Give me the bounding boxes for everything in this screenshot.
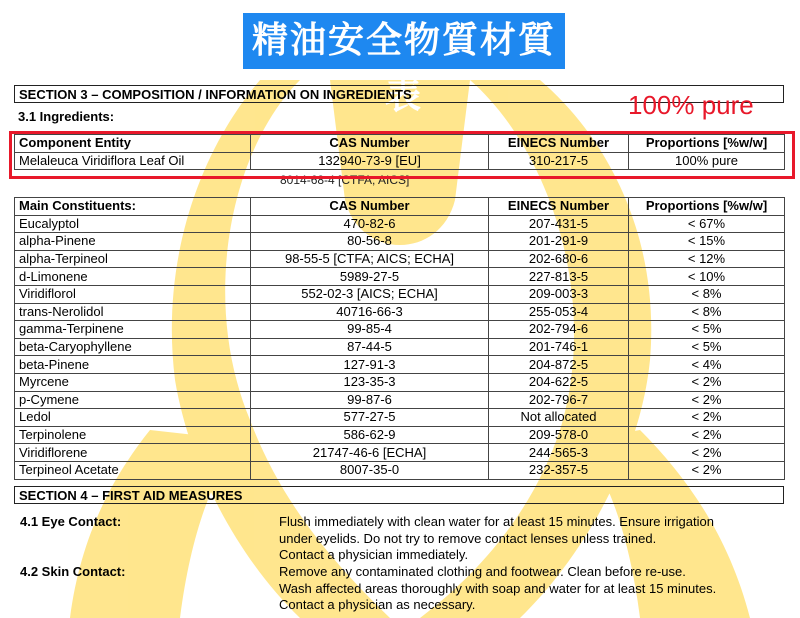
component-cas-second-line: 8014-68-4 [CTFA; AICS] — [280, 173, 410, 187]
constituent-proportion: < 2% — [629, 373, 785, 391]
table-row — [15, 338, 785, 356]
constituent-name: Myrcene — [15, 373, 251, 391]
constituent-name: Ledol — [15, 409, 251, 427]
skin-contact-line: Remove any contaminated clothing and footwear. Clean before re-use. — [279, 564, 686, 579]
constituent-name: Terpinolene — [15, 426, 251, 444]
constituent-cas: 99-87-6 — [251, 391, 489, 409]
constituent-cas: 80-56-8 — [251, 233, 489, 251]
constituent-proportion: < 2% — [629, 426, 785, 444]
constituent-cas: 21747-46-6 [ECHA] — [251, 444, 489, 462]
table-row — [15, 391, 785, 409]
constituent-name: Terpineol Acetate — [15, 461, 251, 479]
constituent-name: Viridiflorene — [15, 444, 251, 462]
table-row — [15, 285, 785, 303]
table-row — [15, 426, 785, 444]
constituents-header-row — [15, 198, 785, 216]
constituent-name: Eucalyptol — [15, 215, 251, 233]
constituent-cas: 123-35-3 — [251, 373, 489, 391]
col-header-cas: CAS Number — [251, 198, 489, 216]
constituent-einecs: 202-680-6 — [489, 250, 629, 268]
col-header-proportions: Proportions [%w/w] — [629, 135, 785, 153]
constituent-cas: 5989-27-5 — [251, 268, 489, 286]
col-header-einecs: EINECS Number — [489, 198, 629, 216]
constituent-einecs: 204-622-5 — [489, 373, 629, 391]
constituent-cas: 577-27-5 — [251, 409, 489, 427]
constituent-proportion: < 5% — [629, 321, 785, 339]
table-row — [15, 215, 785, 233]
eye-contact-line: under eyelids. Do not try to remove contact lenses unless trained. — [279, 530, 657, 546]
eye-contact-line: Contact a physician immediately. — [279, 547, 469, 562]
constituent-proportion: < 2% — [629, 444, 785, 462]
constituent-name: alpha-Pinene — [15, 233, 251, 251]
eye-contact-label: 4.1 Eye Contact: — [20, 514, 122, 529]
eye-contact-line: Flush immediately with clean water for at least 15 minutes. Ensure irrigation — [279, 514, 714, 529]
constituent-cas: 99-85-4 — [251, 321, 489, 339]
constituent-cas: 40716-66-3 — [251, 303, 489, 321]
constituent-einecs: Not allocated — [489, 409, 629, 427]
constituent-proportion: < 12% — [629, 250, 785, 268]
constituent-proportion: < 8% — [629, 285, 785, 303]
component-einecs: 310-217-5 — [489, 152, 629, 170]
constituent-cas: 87-44-5 — [251, 338, 489, 356]
constituent-name: alpha-Terpineol — [15, 250, 251, 268]
constituent-name: Viridiflorol — [15, 285, 251, 303]
table-row — [15, 409, 785, 427]
constituent-einecs: 201-746-1 — [489, 338, 629, 356]
constituent-einecs: 202-796-7 — [489, 391, 629, 409]
constituent-name: beta-Caryophyllene — [15, 338, 251, 356]
table-row — [15, 303, 785, 321]
component-cas: 132940-73-9 [EU] — [251, 152, 489, 170]
banner-title: 精油安全物質材質表 — [243, 13, 565, 69]
skin-contact-label: 4.2 Skin Contact: — [20, 564, 126, 579]
constituent-cas: 470-82-6 — [251, 215, 489, 233]
constituent-proportion: < 2% — [629, 391, 785, 409]
col-header-cas: CAS Number — [251, 135, 489, 153]
constituent-einecs: 227-813-5 — [489, 268, 629, 286]
constituent-proportion: < 2% — [629, 461, 785, 479]
constituent-name: beta-Pinene — [15, 356, 251, 374]
constituent-name: d-Limonene — [15, 268, 251, 286]
constituent-proportion: < 4% — [629, 356, 785, 374]
table-row — [15, 444, 785, 462]
pure-annotation: 100% pure — [628, 90, 754, 120]
section3-heading: SECTION 3 – COMPOSITION / INFORMATION ON INGREDIENTS — [14, 85, 784, 103]
table-row — [15, 373, 785, 391]
table-row — [15, 250, 785, 268]
constituent-cas: 552-02-3 [AICS; ECHA] — [251, 285, 489, 303]
constituent-cas: 586-62-9 — [251, 426, 489, 444]
component-proportion: 100% pure — [629, 152, 785, 170]
constituent-proportion: < 67% — [629, 215, 785, 233]
constituent-einecs: 209-578-0 — [489, 426, 629, 444]
constituent-einecs: 202-794-6 — [489, 321, 629, 339]
col-header-component: Component Entity — [15, 135, 251, 153]
constituent-cas: 127-91-3 — [251, 356, 489, 374]
constituents-table — [14, 197, 785, 480]
constituent-einecs: 201-291-9 — [489, 233, 629, 251]
skin-contact-line: Wash affected areas thoroughly with soap and water for at least 15 minutes. — [279, 580, 717, 596]
constituent-proportion: < 8% — [629, 303, 785, 321]
constituent-einecs: 209-003-3 — [489, 285, 629, 303]
table-row — [15, 321, 785, 339]
section4-heading: SECTION 4 – FIRST AID MEASURES — [14, 486, 784, 504]
skin-contact-line: Contact a physician as necessary. — [279, 597, 476, 612]
constituent-name: trans-Nerolidol — [15, 303, 251, 321]
constituent-proportion: < 5% — [629, 338, 785, 356]
constituent-proportion: < 15% — [629, 233, 785, 251]
constituent-einecs: 255-053-4 — [489, 303, 629, 321]
constituent-name: gamma-Terpinene — [15, 321, 251, 339]
col-header-einecs: EINECS Number — [489, 135, 629, 153]
col-header-constituent: Main Constituents: — [15, 198, 251, 216]
constituent-einecs: 232-357-5 — [489, 461, 629, 479]
constituent-proportion: < 2% — [629, 409, 785, 427]
constituent-name: p-Cymene — [15, 391, 251, 409]
highlight-box — [9, 131, 795, 179]
table-row — [15, 356, 785, 374]
constituent-einecs: 204-872-5 — [489, 356, 629, 374]
component-name: Melaleuca Viridiflora Leaf Oil — [15, 152, 251, 170]
constituent-einecs: 207-431-5 — [489, 215, 629, 233]
constituent-proportion: < 10% — [629, 268, 785, 286]
constituent-cas: 98-55-5 [CTFA; AICS; ECHA] — [251, 250, 489, 268]
col-header-proportions: Proportions [%w/w] — [629, 198, 785, 216]
constituent-einecs: 244-565-3 — [489, 444, 629, 462]
table-row — [15, 461, 785, 479]
eye-contact-text — [279, 514, 779, 564]
table-row — [15, 268, 785, 286]
table-row — [15, 233, 785, 251]
skin-contact-text — [279, 564, 779, 614]
constituents-body — [15, 215, 785, 479]
ingredients-subheading: 3.1 Ingredients: — [18, 109, 115, 124]
constituent-cas: 8007-35-0 — [251, 461, 489, 479]
